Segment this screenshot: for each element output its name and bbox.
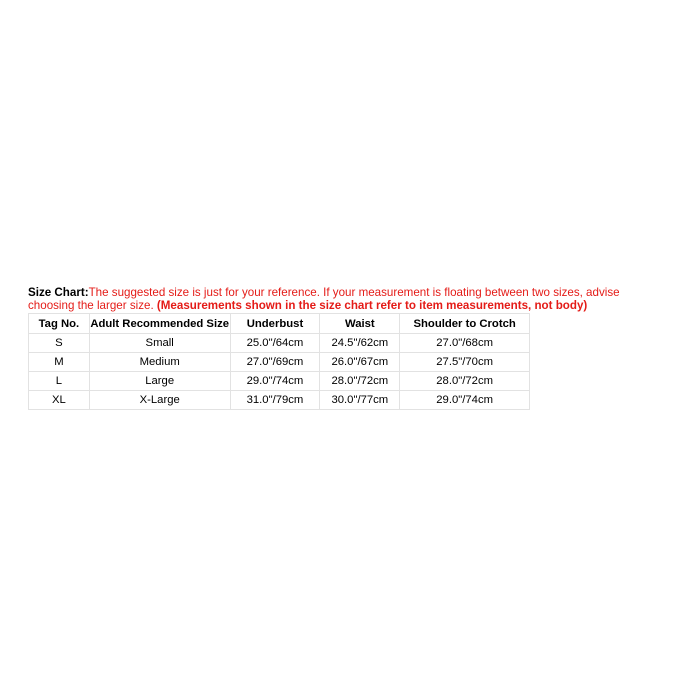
header-waist: Waist bbox=[320, 314, 400, 334]
cell-tag-no: M bbox=[29, 353, 90, 372]
table-row bbox=[29, 372, 530, 391]
cell-underbust: 27.0"/69cm bbox=[230, 353, 320, 372]
cell-tag-no: XL bbox=[29, 391, 90, 410]
size-chart-note: The suggested size is just for your reference. If your measurement is floating between two sizes, advise choosing the larger size. bbox=[28, 286, 620, 312]
cell-waist: 24.5"/62cm bbox=[320, 334, 400, 353]
size-chart-intro bbox=[28, 286, 658, 312]
cell-underbust: 25.0"/64cm bbox=[230, 334, 320, 353]
cell-underbust: 29.0"/74cm bbox=[230, 372, 320, 391]
cell-underbust: 31.0"/79cm bbox=[230, 391, 320, 410]
cell-adult-size: Small bbox=[89, 334, 230, 353]
header-shoulder-to-crotch: Shoulder to Crotch bbox=[400, 314, 530, 334]
cell-waist: 26.0"/67cm bbox=[320, 353, 400, 372]
header-adult-recommended-size: Adult Recommended Size bbox=[89, 314, 230, 334]
size-table-header-row bbox=[29, 314, 530, 334]
cell-tag-no: L bbox=[29, 372, 90, 391]
size-chart-emphasis: (Measurements shown in the size chart refer to item measurements, not body) bbox=[156, 299, 588, 312]
table-row bbox=[29, 334, 530, 353]
cell-adult-size: Large bbox=[89, 372, 230, 391]
header-underbust: Underbust bbox=[230, 314, 320, 334]
cell-shoulder-to-crotch: 27.5"/70cm bbox=[400, 353, 530, 372]
size-chart bbox=[28, 286, 658, 410]
size-chart-label: Size Chart bbox=[28, 286, 85, 299]
size-chart-separator: : bbox=[84, 286, 89, 299]
cell-adult-size: Medium bbox=[89, 353, 230, 372]
cell-shoulder-to-crotch: 27.0"/68cm bbox=[400, 334, 530, 353]
cell-waist: 30.0"/77cm bbox=[320, 391, 400, 410]
cell-shoulder-to-crotch: 28.0"/72cm bbox=[400, 372, 530, 391]
cell-waist: 28.0"/72cm bbox=[320, 372, 400, 391]
cell-tag-no: S bbox=[29, 334, 90, 353]
cell-shoulder-to-crotch: 29.0"/74cm bbox=[400, 391, 530, 410]
table-row bbox=[29, 353, 530, 372]
cell-adult-size: X-Large bbox=[89, 391, 230, 410]
header-tag-no: Tag No. bbox=[29, 314, 90, 334]
table-row bbox=[29, 391, 530, 410]
size-table bbox=[28, 313, 530, 410]
